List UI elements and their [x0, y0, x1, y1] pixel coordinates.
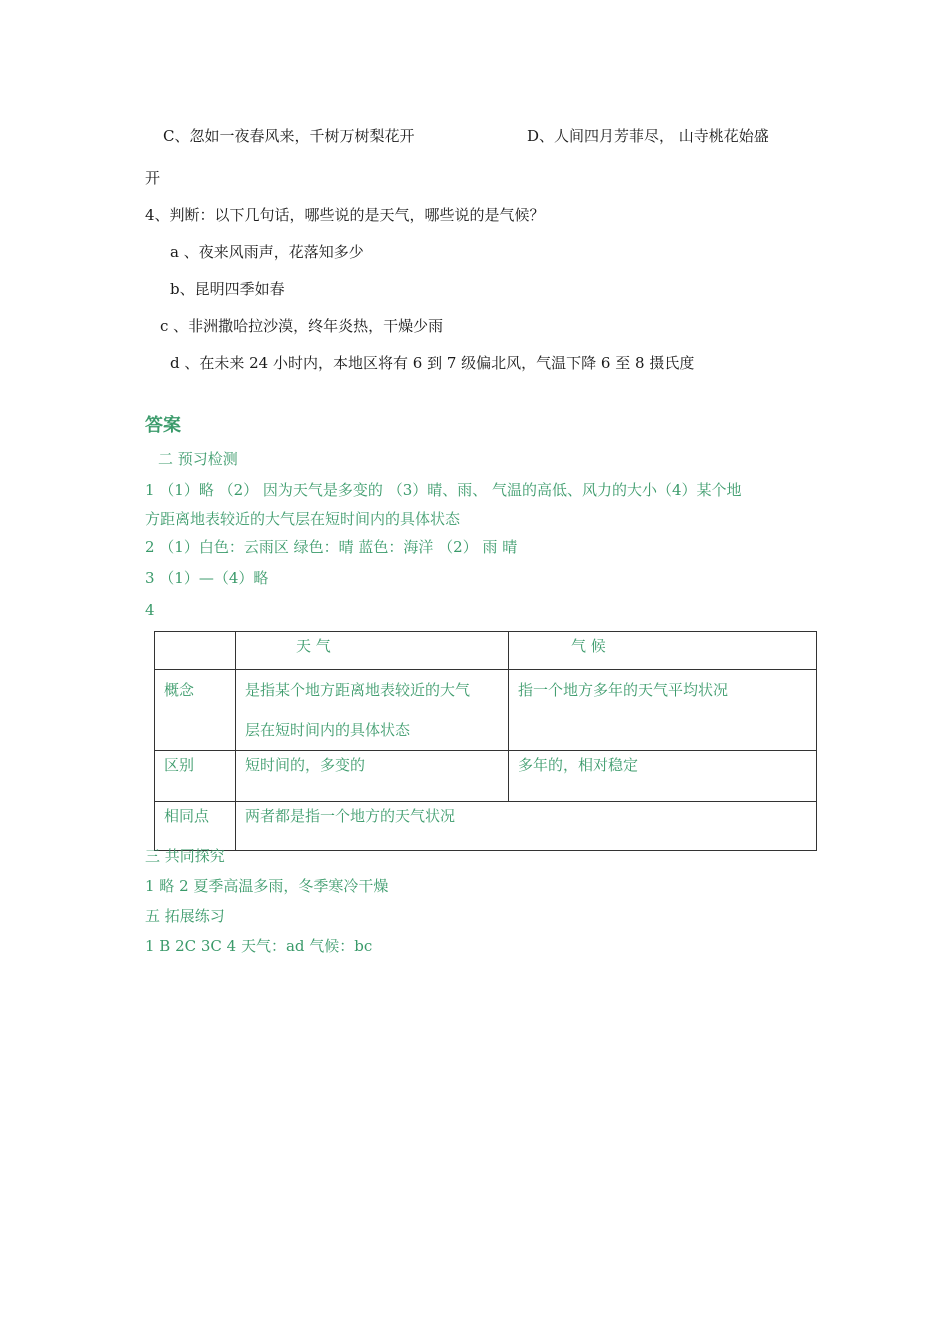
q4-item-b: b、昆明四季如春 [170, 280, 285, 298]
difference-weather-cell: 短时间的，多变的 [236, 751, 509, 802]
answer2: 2 （1）白色：云雨区 绿色：晴 蓝色：海洋 （2） 雨 晴 [145, 538, 518, 556]
section2-title: 二 预习检测 [158, 450, 238, 468]
answer3: 3 （1）—（4）略 [145, 569, 269, 587]
section3-answer: 1 略 2 夏季高温多雨，冬季寒冷干燥 [145, 877, 389, 895]
table-row [155, 802, 817, 851]
answers-heading: 答案 [145, 415, 181, 436]
weather-climate-table [154, 631, 817, 851]
concept-weather-line1: 是指某个地方距离地表较近的大气 [245, 681, 471, 699]
header-weather: 天 气 [236, 632, 509, 670]
concept-weather-cell [236, 670, 509, 751]
q4-item-d: d 、在未来 24 小时内，本地区将有 6 到 7 级偏北风，气温下降 6 至 8 摄氏度 [170, 354, 695, 372]
answer1-line1: 1 （1）略 （2） 因为天气是多变的 （3）晴、雨、 气温的高低、风力的大小（4）某个地 [145, 481, 742, 499]
header-climate: 气 候 [509, 632, 817, 670]
table-row [155, 670, 817, 751]
difference-climate-cell: 多年的，相对稳定 [509, 751, 817, 802]
q3-option-c: C、忽如一夜春风来，千树万树梨花开 [163, 127, 415, 145]
q4-item-a: a 、夜来风雨声，花落知多少 [170, 243, 364, 261]
answer4-label: 4 [145, 601, 155, 619]
section5-answer: 1 B 2C 3C 4 天气：ad 气候：bc [145, 937, 373, 955]
table-header-row [155, 632, 817, 670]
table-row [155, 751, 817, 802]
similarity-cell: 两者都是指一个地方的天气状况 [236, 802, 817, 851]
q4-item-c: c 、非洲撒哈拉沙漠，终年炎热，干燥少雨 [160, 317, 444, 335]
q3-option-d-wrap: 开 [145, 169, 161, 187]
q3-option-d: D、人间四月芳菲尽， 山寺桃花始盛 [527, 127, 769, 145]
row-label-difference: 区别 [155, 751, 236, 802]
row-label-concept: 概念 [155, 670, 236, 751]
row-label-similarity: 相同点 [155, 802, 236, 851]
table-corner-cell [155, 632, 236, 670]
q4-prompt: 4、判断：以下几句话，哪些说的是天气，哪些说的是气候？ [145, 206, 545, 224]
answer1-line2: 方距离地表较近的大气层在短时间内的具体状态 [145, 510, 461, 528]
section5-title: 五 拓展练习 [145, 907, 225, 925]
concept-climate-cell: 指一个地方多年的天气平均状况 [509, 670, 817, 751]
section3-title: 三 共同探究 [145, 847, 225, 865]
concept-weather-line2: 层在短时间内的具体状态 [245, 721, 411, 739]
